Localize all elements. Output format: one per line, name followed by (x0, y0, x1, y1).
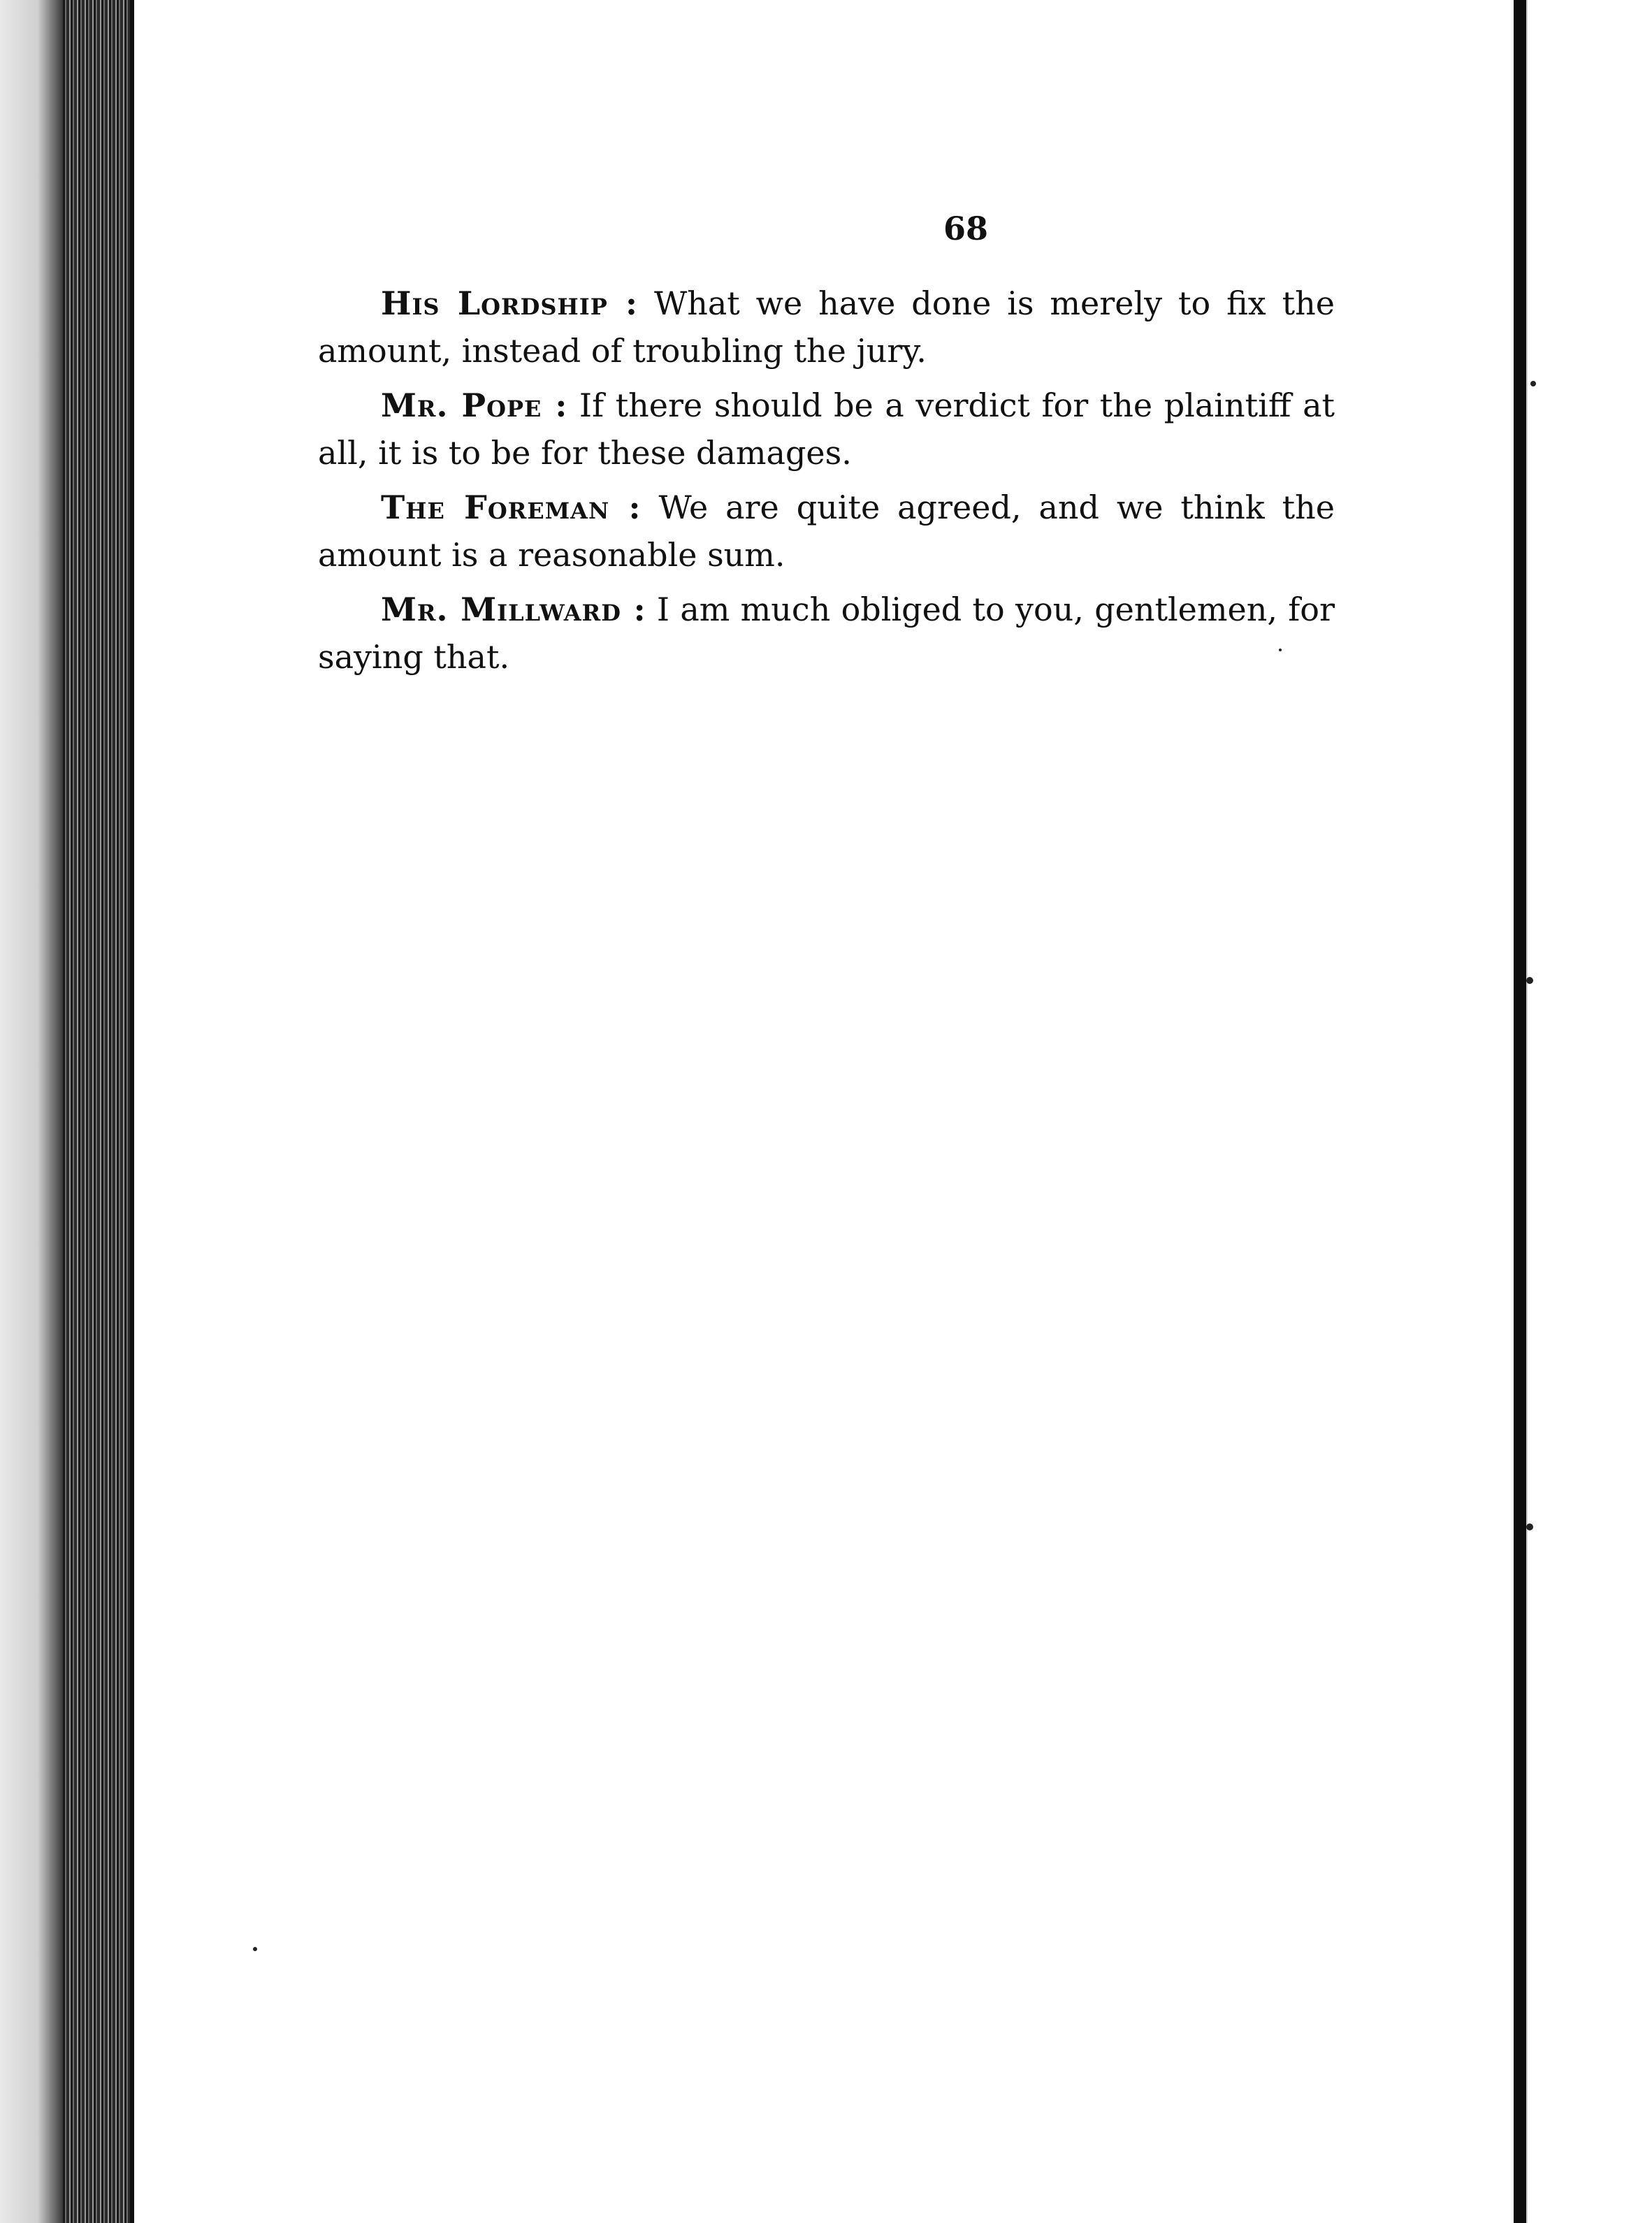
speech-text: We are quite agreed, and we think the amount is a reasonable sum. (318, 488, 1335, 574)
speaker-label: His Lordship : (381, 284, 639, 322)
right-page-edge (1514, 0, 1526, 2223)
scan-speck (1279, 649, 1282, 651)
book-gutter (63, 0, 133, 2223)
scan-speck (1526, 977, 1533, 984)
paragraph-lordship (318, 280, 1335, 375)
speaker-label: Mr. Millward : (381, 591, 646, 628)
paragraph-foreman (318, 484, 1335, 579)
page-number: 68 (943, 210, 988, 247)
paragraph-pope (318, 382, 1335, 477)
speaker-label: Mr. Pope : (381, 386, 568, 424)
book-page (134, 0, 1514, 2223)
scan-speck (1530, 381, 1536, 386)
right-margin (1526, 0, 1652, 2223)
scan-speck (253, 1947, 257, 1951)
paragraph-millward (318, 586, 1335, 681)
speech-text: What we have done is merely to fix the amount, instead of troubling the jury. (318, 284, 1335, 370)
speech-text: I am much obliged to you, gentlemen, for saying that. (318, 591, 1335, 676)
scan-speck (1526, 1523, 1533, 1530)
speaker-label: The Foreman : (381, 488, 642, 526)
transcript-text (318, 280, 1335, 688)
page-stack-edges (0, 0, 63, 2223)
speech-text: If there should be a verdict for the plaintiff at all, it is to be for these damages. (318, 386, 1335, 472)
